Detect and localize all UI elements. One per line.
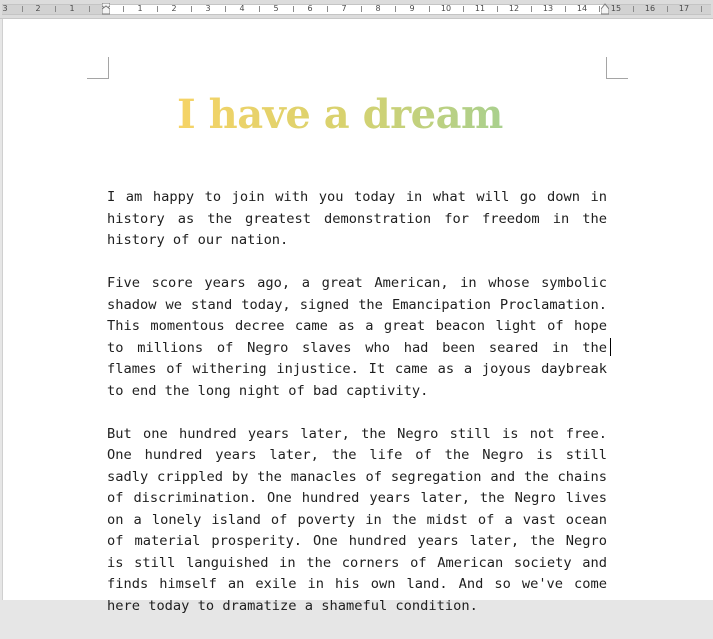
ruler-number: 15 [610,4,622,13]
ruler-number: 17 [678,4,690,13]
ruler-tick [395,6,396,12]
ruler-tick [361,6,362,12]
ruler-number: 13 [542,4,554,13]
ruler-tick [701,6,702,12]
ruler-number: 9 [409,4,415,13]
ruler-tick [55,6,56,12]
paragraph[interactable]: But one hundred years later, the Negro still is not free. One hundred years later, the life of the Negro is still sadly crippled by the manacles of segregation and the chains of discrimination. One hundred years later, the Negro lives on a lonely island of poverty in the midst of a vast ocean of material prosperity. One hundred years later, the Negro is still languished in the corners of American society and finds himself an exile in his own land. And so we've come here today to dramatize a shameful condition. [107,425,607,614]
ruler-number: 3 [2,4,8,13]
ruler-tick [599,6,600,12]
ruler-tick [123,6,124,12]
horizontal-ruler[interactable] [0,0,713,19]
ruler-tick [259,6,260,12]
ruler-number: 5 [273,4,279,13]
ruler-right-margin [606,4,711,15]
ruler-tick [633,6,634,12]
ruler-number: 11 [474,4,486,13]
top-right-margin-mark [606,57,628,79]
ruler-number: 2 [35,4,41,13]
ruler-number: 1 [69,4,75,13]
ruler-tick [565,6,566,12]
ruler-tick [463,6,464,12]
top-left-margin-mark [87,57,109,79]
ruler-number: 8 [375,4,381,13]
ruler-tick [531,6,532,12]
ruler-tick [225,6,226,12]
ruler-number: 10 [440,4,452,13]
document-title[interactable]: I have a dream [177,89,503,141]
ruler-number: 14 [576,4,588,13]
ruler-number: 1 [137,4,143,13]
ruler-number: 3 [205,4,211,13]
paragraph[interactable]: I am happy to join with you today in what will go down in history as the greatest demonstration for freedom in the history of our nation. [107,189,607,248]
ruler-tick [191,6,192,12]
ruler-tick [667,6,668,12]
ruler-number: 2 [171,4,177,13]
ruler-tick [22,6,23,12]
ruler-number: 12 [508,4,520,13]
ruler-number: 7 [341,4,347,13]
document-body[interactable] [107,187,607,639]
ruler-tick [327,6,328,12]
ruler-number: 16 [644,4,656,13]
ruler-tick [429,6,430,12]
text-cursor [610,338,611,356]
document-page[interactable] [2,19,713,614]
right-indent-marker-icon[interactable] [601,3,609,15]
ruler-tick [293,6,294,12]
first-line-indent-marker-icon[interactable] [102,3,110,15]
ruler-number: 4 [239,4,245,13]
paragraph[interactable]: Five score years ago, a great American, in whose symbolic shadow we stand today, signed the Emancipation Proclamation. This momentous decree came as a great beacon light of hope to millions of Negro slaves who had been seared in the flames of withering injustice. It came as a joyous daybreak to end the long night of bad captivity. [107,275,607,399]
ruler-tick [157,6,158,12]
ruler-tick [497,6,498,12]
ruler-tick [89,6,90,12]
ruler-number: 6 [307,4,313,13]
